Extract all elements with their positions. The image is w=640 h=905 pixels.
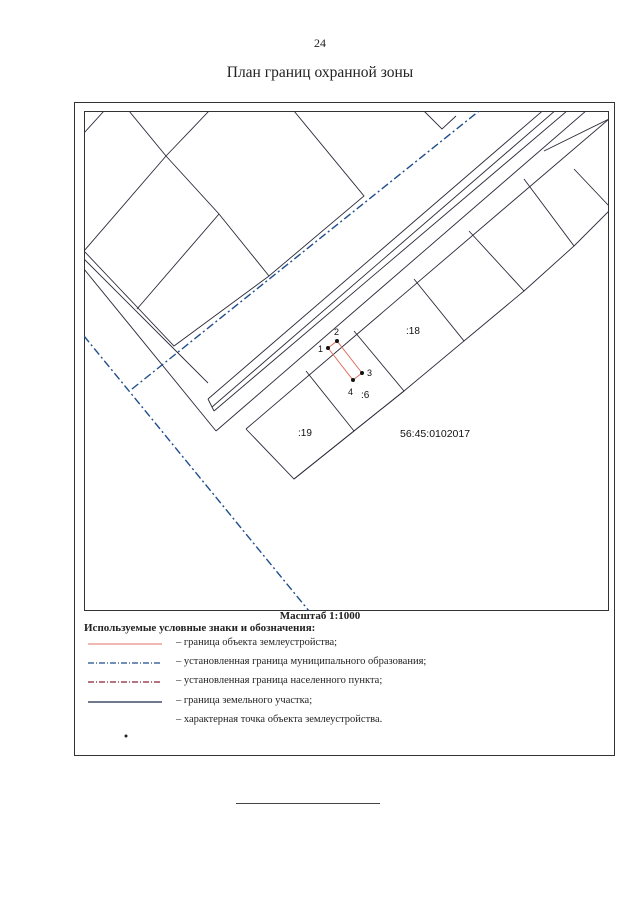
parcel-boundary (174, 349, 208, 383)
legend-item (88, 714, 588, 728)
parcel-boundary (294, 331, 404, 479)
cadastral-block-label: 56:45:0102017 (400, 428, 471, 440)
parcel-boundary (166, 111, 209, 156)
legend-item (88, 675, 588, 689)
boundary-object-symbol (88, 637, 162, 651)
municipal-boundary-symbol (88, 656, 162, 670)
legend-text: – граница земельного участка; (176, 695, 313, 706)
parcel-boundary (524, 179, 574, 291)
page-number: 24 (314, 36, 326, 50)
parcel-boundary (574, 169, 609, 206)
legend-heading: Используемые условные знаки и обозначения: (84, 622, 316, 634)
parcel-boundary (246, 119, 609, 429)
municipal-boundary (132, 111, 479, 389)
point-2-marker (335, 339, 339, 343)
road-boundary (208, 399, 214, 411)
road-boundary (212, 111, 564, 407)
municipal-boundary (84, 336, 309, 611)
legend-item (88, 637, 588, 651)
boundary-object (328, 341, 362, 380)
scale-label: Масштаб 1:1000 (279, 610, 361, 622)
point-2-label: 2 (334, 327, 340, 337)
footer-divider (236, 803, 380, 804)
cadastral-map (84, 111, 609, 611)
legend-item (88, 695, 588, 709)
point-3-marker (360, 371, 364, 375)
parcel-boundary (129, 111, 166, 156)
point-1-marker (326, 346, 330, 350)
parcel-boundary (574, 211, 609, 246)
legend-text: – характерная точка объекта землеустройства. (176, 714, 383, 725)
land-plot-boundary-symbol (88, 695, 162, 709)
settlement-boundary-symbol (88, 675, 162, 689)
plot-19-label: :19 (298, 428, 312, 439)
point-3-label: 3 (367, 368, 373, 378)
legend-item (88, 656, 588, 670)
parcel-boundary (424, 111, 456, 129)
characteristic-point-symbol (88, 714, 162, 738)
plot-6-label: :6 (361, 390, 370, 401)
point-4-marker (351, 378, 355, 382)
road-boundary (208, 111, 554, 399)
legend-text: – установленная граница муниципального образования; (176, 656, 427, 667)
parcel-boundary (84, 251, 120, 289)
plot-18-label: :18 (406, 326, 420, 337)
legend-text: – граница объекта землеустройства; (176, 637, 338, 648)
parcel-boundary (219, 111, 364, 276)
point-1-label: 1 (318, 344, 324, 354)
parcel-boundary (464, 231, 524, 341)
legend-text: – установленная граница населенного пункта; (176, 675, 383, 686)
parcel-boundary (84, 259, 174, 349)
parcel-boundary (246, 371, 354, 479)
parcel-boundary (84, 111, 104, 133)
point-4-label: 4 (348, 387, 354, 397)
road-boundary (214, 111, 574, 411)
parcel-boundary (84, 156, 219, 309)
parcel-boundary (120, 276, 269, 346)
page-title: План границ охранной зоны (226, 64, 414, 81)
